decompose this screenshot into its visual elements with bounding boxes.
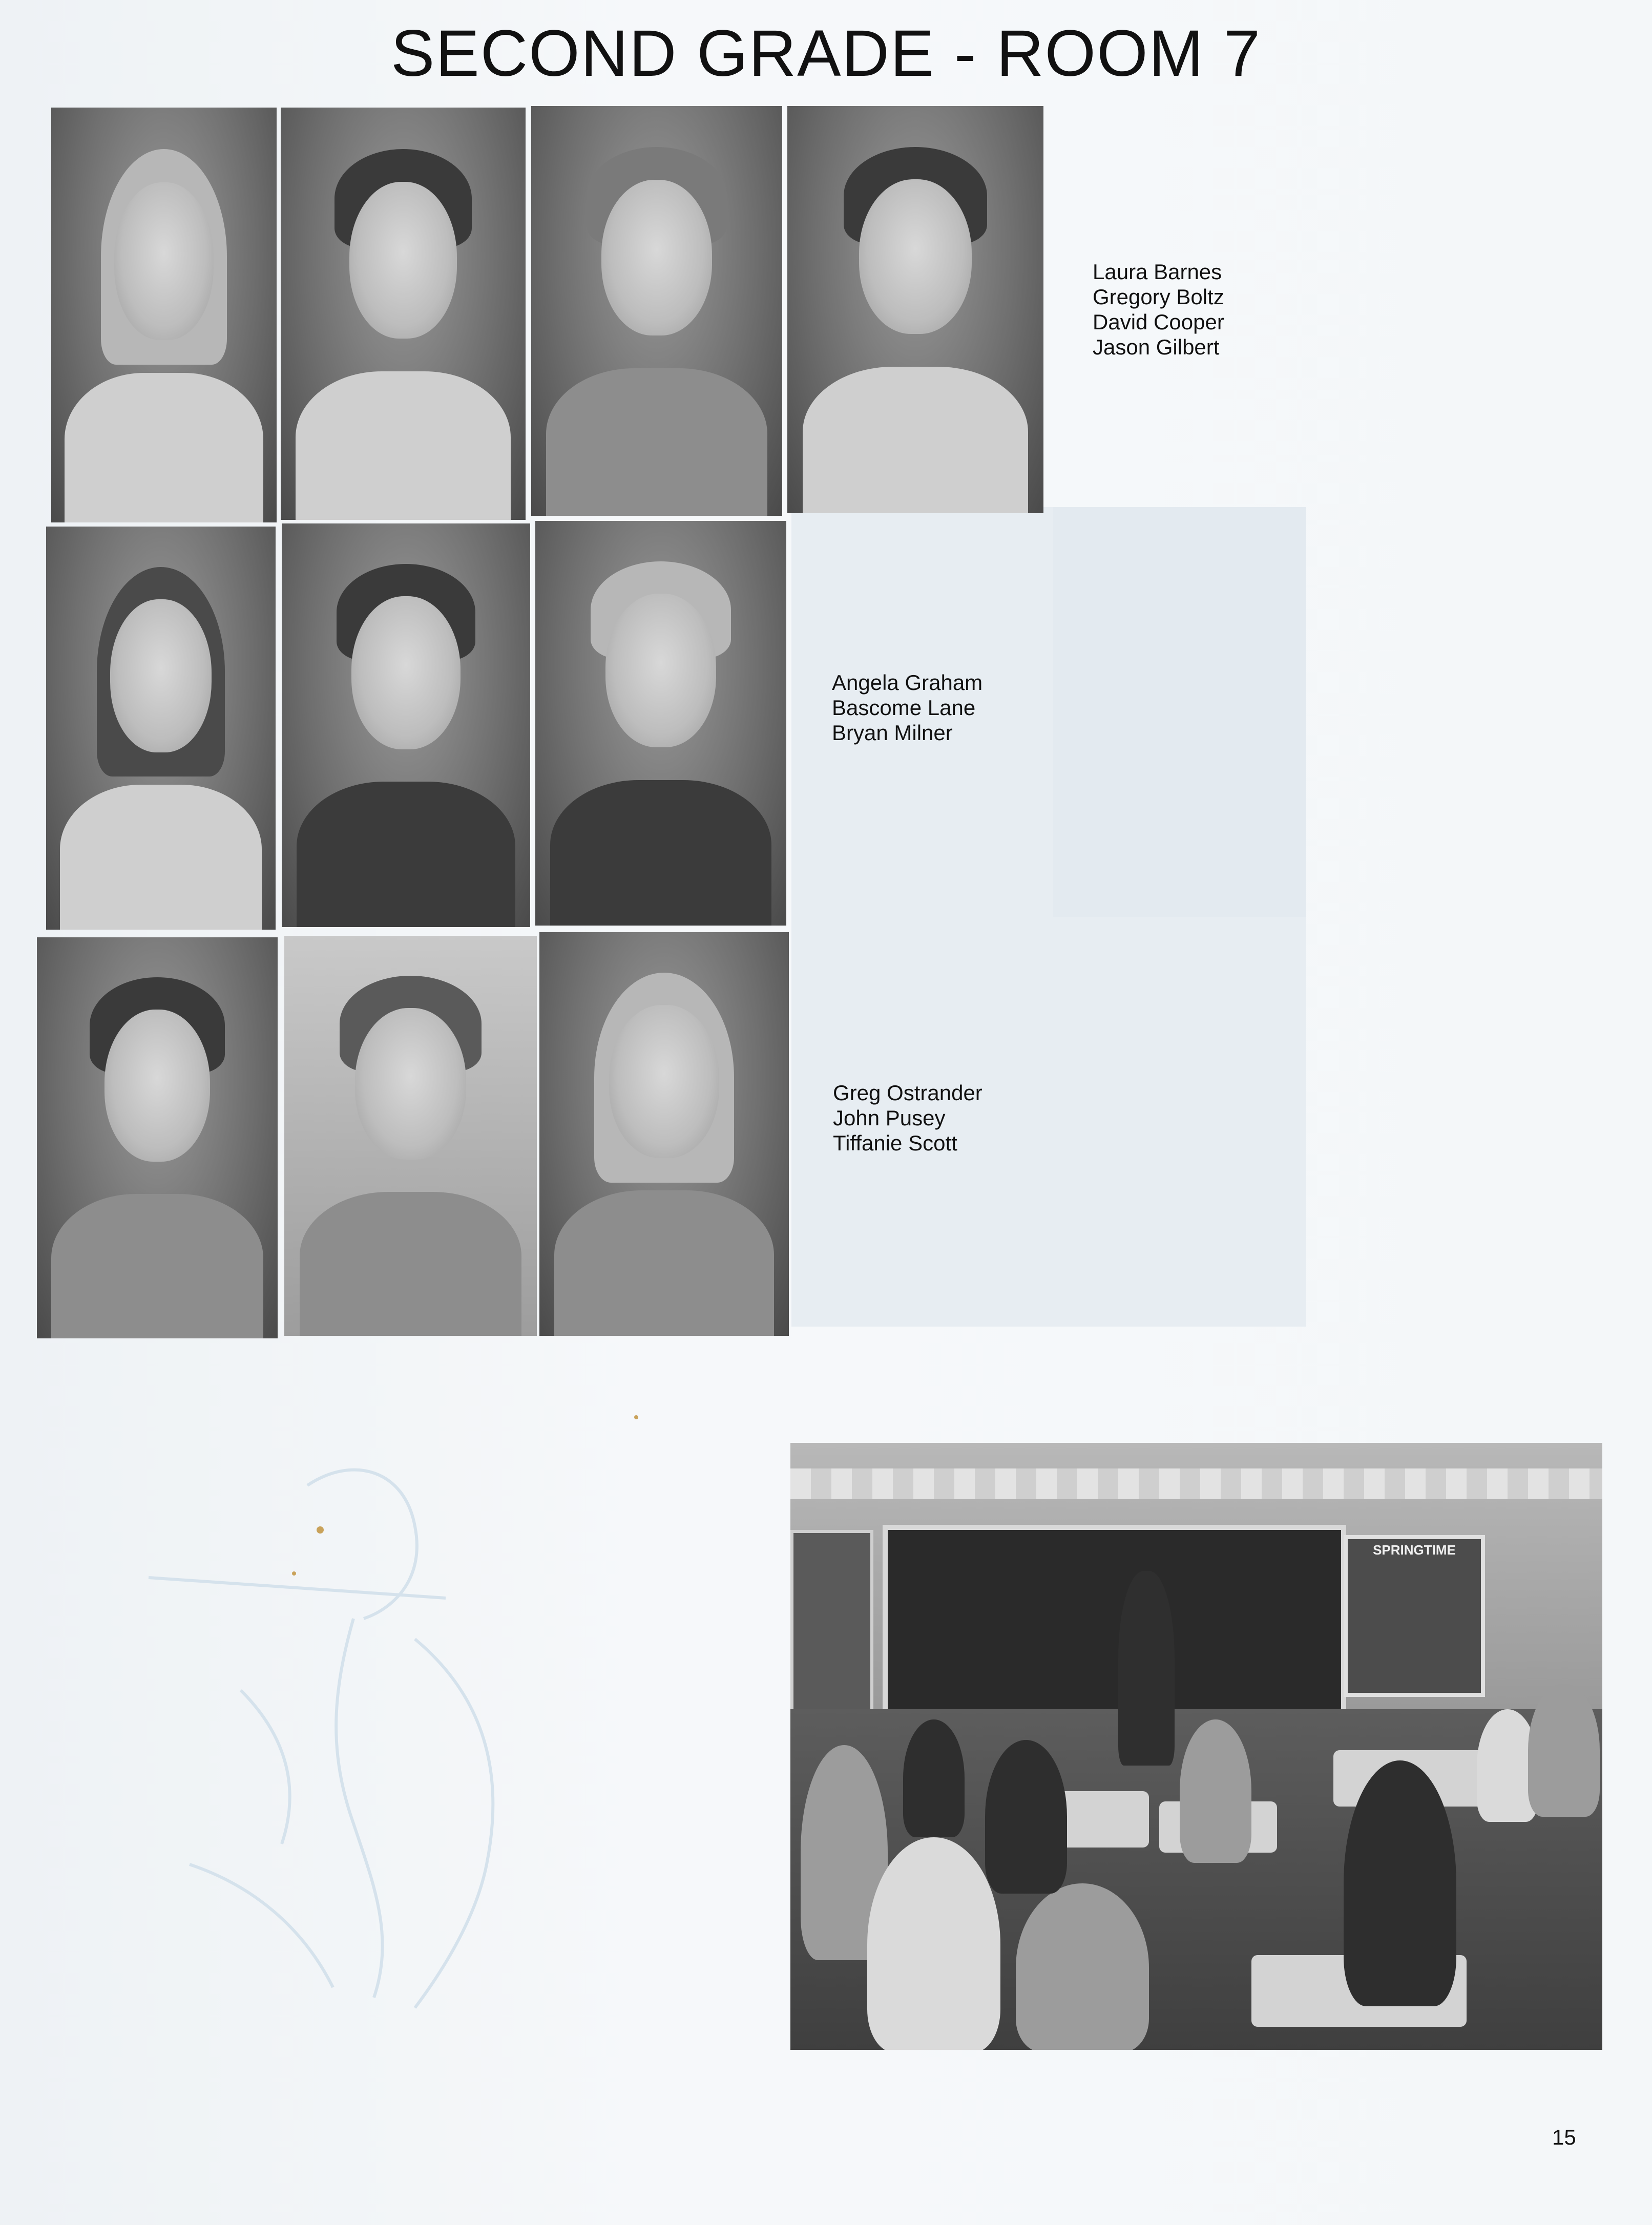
paper-speck bbox=[317, 1526, 324, 1534]
student-portrait bbox=[37, 937, 278, 1338]
name-list-row-1 bbox=[1093, 259, 1224, 360]
student-name: Greg Ostrander bbox=[833, 1081, 982, 1105]
student-portrait bbox=[539, 932, 789, 1336]
page-number: 15 bbox=[1552, 2125, 1576, 2149]
classroom-photo bbox=[790, 1443, 1602, 2050]
student-name: David Cooper bbox=[1093, 310, 1224, 334]
paper-speck bbox=[292, 1571, 296, 1576]
student-portrait bbox=[531, 106, 782, 516]
student-name: Bascome Lane bbox=[832, 696, 976, 720]
student-portrait bbox=[282, 523, 530, 927]
faint-sketch-illustration bbox=[87, 1424, 651, 2028]
student-portrait bbox=[46, 527, 276, 930]
student-name: Laura Barnes bbox=[1093, 260, 1222, 284]
student-name: Angela Graham bbox=[832, 670, 983, 695]
bulletin-board-title: SPRINGTIME bbox=[1373, 1542, 1456, 1558]
student-name: Tiffanie Scott bbox=[833, 1131, 957, 1155]
student-name: John Pusey bbox=[833, 1106, 946, 1130]
student-portrait bbox=[51, 108, 277, 522]
student-portrait bbox=[281, 108, 526, 520]
name-list-row-2 bbox=[832, 670, 982, 745]
paper-speck bbox=[634, 1415, 638, 1419]
page-title: SECOND GRADE - ROOM 7 bbox=[390, 17, 1262, 90]
background-panel bbox=[1053, 507, 1306, 917]
student-portrait bbox=[284, 936, 537, 1336]
student-name: Bryan Milner bbox=[832, 721, 953, 745]
student-name: Jason Gilbert bbox=[1093, 335, 1220, 359]
name-list-row-3 bbox=[833, 1080, 982, 1156]
student-name: Gregory Boltz bbox=[1093, 285, 1224, 309]
student-portrait bbox=[535, 521, 786, 926]
student-portrait bbox=[787, 106, 1043, 513]
